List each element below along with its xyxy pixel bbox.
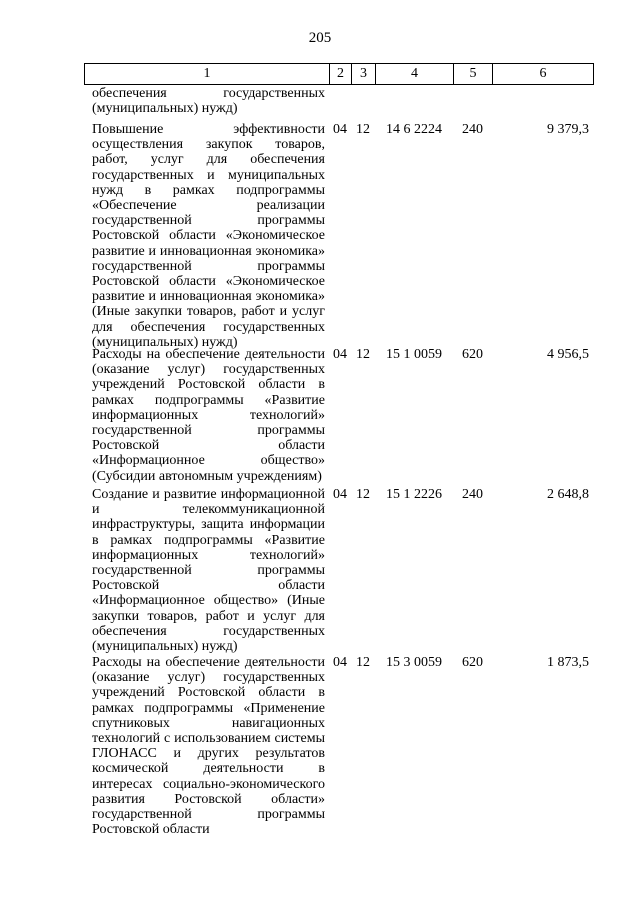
row-expense-type: 620 bbox=[462, 347, 483, 362]
table-row bbox=[84, 655, 594, 837]
continuation-row bbox=[84, 86, 594, 116]
row-subsection: 12 bbox=[356, 655, 370, 670]
continuation-text: обеспечения государственных (муниципальных) нужд) bbox=[92, 86, 325, 117]
row-section: 04 bbox=[333, 122, 347, 137]
table-row bbox=[84, 347, 594, 484]
row-target-code: 15 1 0059 bbox=[386, 347, 442, 362]
row-target-code: 15 1 2226 bbox=[386, 487, 442, 502]
header-col-5: 5 bbox=[454, 64, 493, 84]
header-col-4: 4 bbox=[376, 64, 454, 84]
row-subsection: 12 bbox=[356, 347, 370, 362]
row-expense-type: 240 bbox=[462, 487, 483, 502]
row-expense-type: 620 bbox=[462, 655, 483, 670]
header-col-3: 3 bbox=[352, 64, 376, 84]
row-section: 04 bbox=[333, 487, 347, 502]
row-target-code: 14 6 2224 bbox=[386, 122, 442, 137]
row-subsection: 12 bbox=[356, 122, 370, 137]
row-description: Повышение эффективности осуществления закупок товаров, работ, услуг для обеспечения государственных и муниципальных нужд в рамках подпрограммы «Обеспечение реализации государственной программы Ростовской области «Экономическое развитие и инновационная экономика» государственной программы Ростовской области «Экономическое развитие и инновационная экономика» (Иные закупки товаров, работ и услуг для обеспечения государственных (муниципальных) нужд) bbox=[92, 122, 325, 350]
row-amount: 1 873,5 bbox=[547, 655, 589, 670]
row-expense-type: 240 bbox=[462, 122, 483, 137]
row-section: 04 bbox=[333, 347, 347, 362]
row-amount: 2 648,8 bbox=[547, 487, 589, 502]
page-number: 205 bbox=[308, 30, 332, 46]
table-row bbox=[84, 487, 594, 654]
row-subsection: 12 bbox=[356, 487, 370, 502]
header-col-6: 6 bbox=[539, 66, 547, 81]
table-row bbox=[84, 122, 594, 350]
row-amount: 4 956,5 bbox=[547, 347, 589, 362]
row-description: Расходы на обеспечение деятельности (оказание услуг) государственных учреждений Ростовской области в рамках подпрограммы «Применение спутниковых навигационных технологий с использованием системы ГЛОНАСС и других результатов космической деятельности в интересах социально-экономического развития Ростовской области» государственной программы Ростовской области bbox=[92, 655, 325, 838]
row-description: Создание и развитие информационной и телекоммуникационной инфраструктуры, защита информации в рамках подпрограммы «Развитие информационных технологий» государственной программы Ростовской области «Информационное общество» (Иные закупки товаров, работ и услуг для обеспечения государственных (муниципальных) нужд) bbox=[92, 487, 325, 655]
header-col-2: 2 bbox=[330, 64, 352, 84]
table-header bbox=[84, 63, 594, 85]
header-col-1: 1 bbox=[85, 64, 330, 84]
row-section: 04 bbox=[333, 655, 347, 670]
row-description: Расходы на обеспечение деятельности (оказание услуг) государственных учреждений Ростовской области в рамках подпрограммы «Развитие информационных технологий» государственной программы Ростовской области «Информационное общество» (Субсидии автономным учреждениям) bbox=[92, 347, 325, 484]
row-target-code: 15 3 0059 bbox=[386, 655, 442, 670]
row-amount: 9 379,3 bbox=[547, 122, 589, 137]
